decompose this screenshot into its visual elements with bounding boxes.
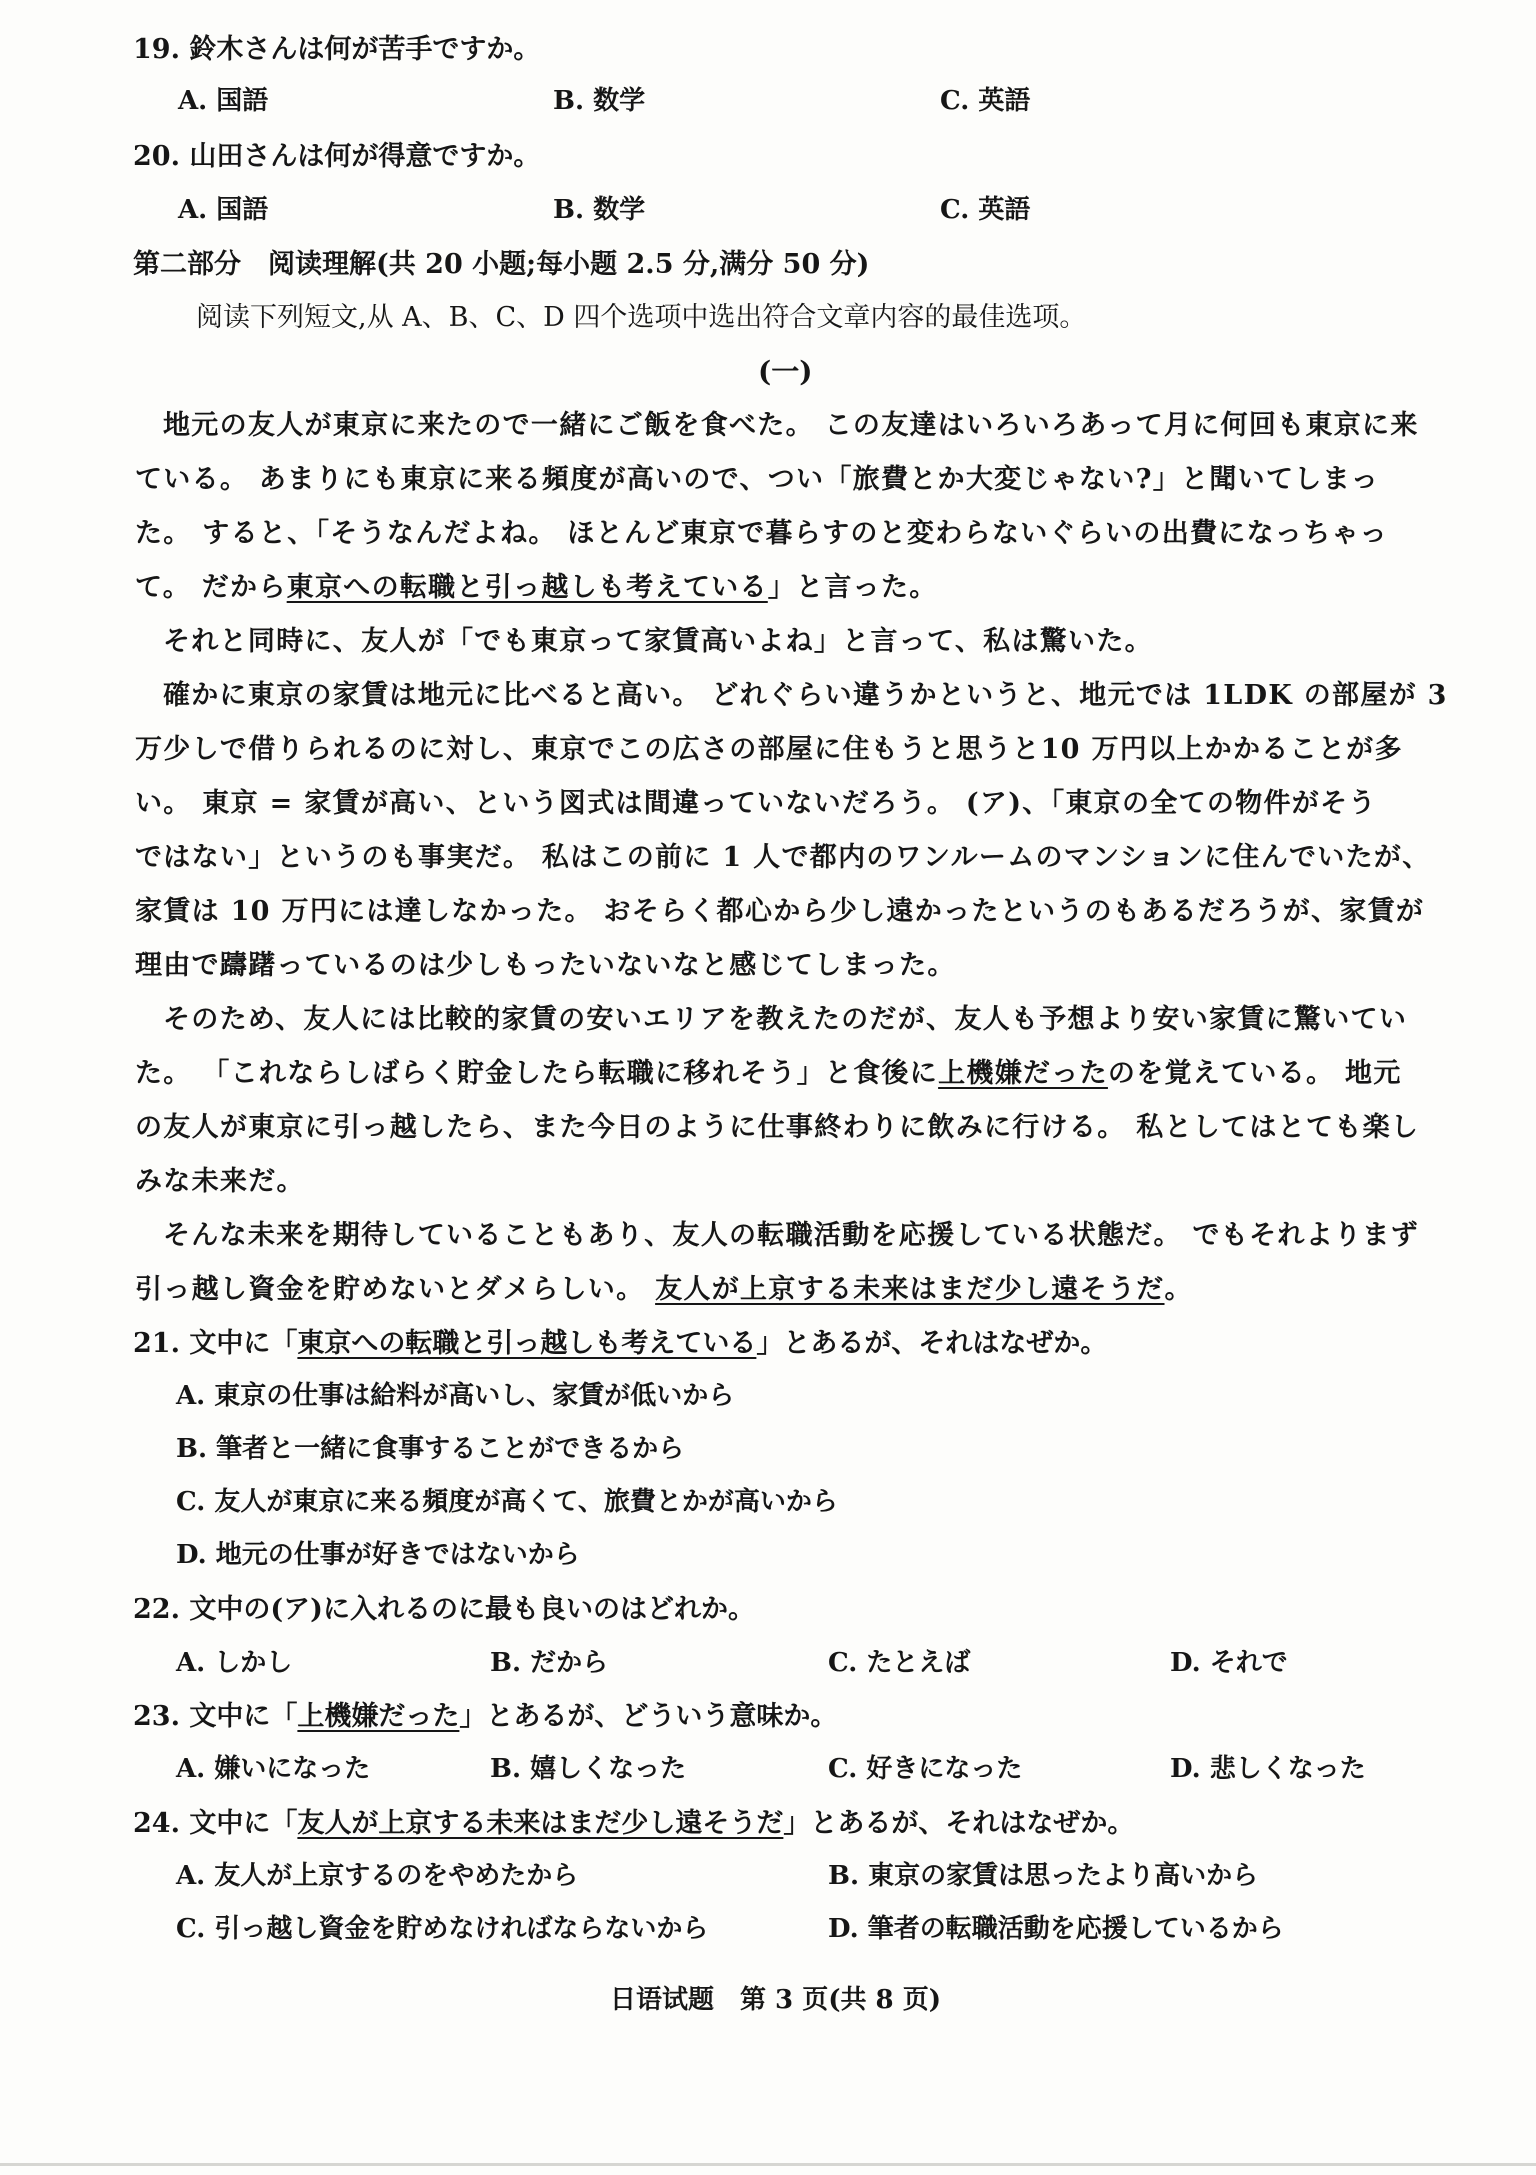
passage-line: い。 東京 = 家賃が高い、という図式は間違っていないだろう。 (ア)、「東京の全ての物件がそう: [135, 788, 1377, 819]
q21-option-b: B. 筆者と一緒に食事することができるから: [176, 1434, 685, 1464]
question-number: 19.: [133, 34, 180, 65]
passage-line: た。 すると、「そうなんだよね。 ほとんど東京で暮らすのと変わらないぐらいの出費になっちゃっ: [135, 518, 1389, 549]
passage-text: て。 だから: [135, 572, 287, 603]
passage-line: そんな未来を期待していることもあり、友人の転職活動を応援している状態だ。 でもそれよりまず: [163, 1220, 1419, 1251]
question-21: [133, 1330, 1107, 1357]
q19-option-c: C. 英語: [940, 86, 1031, 116]
question-text: 山田さんは何が得意ですか。: [189, 141, 541, 172]
passage-text: 」と言った。: [767, 572, 938, 603]
underlined-phrase: 友人が上京する未来はまだ少し遠そうだ: [655, 1274, 1165, 1305]
question-number: 20.: [133, 141, 180, 172]
question-23: [133, 1703, 837, 1730]
q23-option-c: C. 好きになった: [828, 1754, 1023, 1784]
q24-option-b: B. 東京の家賃は思ったより高いから: [828, 1861, 1259, 1891]
passage-text: 引っ越し資金を貯めないとダメらしい。: [135, 1274, 656, 1305]
underlined-phrase: 東京への転職と引っ越しも考えている: [286, 572, 768, 603]
passage-line: [135, 1060, 1402, 1087]
q20-option-c: C. 英語: [940, 195, 1031, 225]
q22-option-a: A. しかし: [176, 1648, 293, 1678]
passage-line: [135, 1276, 1193, 1303]
passage-line: ている。 あまりにも東京に来る頻度が高いので、つい「旅費とか大変じゃない?」と聞いてしまっ: [135, 464, 1380, 495]
q21-option-c: C. 友人が東京に来る頻度が高くて、旅費とかが高いから: [176, 1487, 838, 1517]
question-number: 21.: [133, 1328, 180, 1359]
passage-line: 地元の友人が東京に来たので一緒にご飯を食べた。 この友達はいろいろあって月に何回も東京に来: [163, 410, 1419, 441]
question-19: [133, 36, 540, 63]
q21-option-a: A. 東京の仕事は給料が高いし、家賃が低いから: [176, 1381, 735, 1411]
q22-option-b: B. だから: [490, 1648, 609, 1678]
quoted-phrase: 友人が上京する未来はまだ少し遠そうだ: [297, 1808, 784, 1839]
underlined-phrase: 上機嫌だった: [938, 1058, 1108, 1089]
passage-line: 家賃は 10 万円には達しなかった。 おそらく都心から少し遠かったというのもあるだろうが、家賃が: [135, 896, 1425, 927]
question-text: 文中に「: [189, 1808, 298, 1839]
q23-option-d: D. 悲しくなった: [1170, 1754, 1366, 1784]
question-text: 」とあるが、どういう意味か。: [459, 1701, 838, 1732]
q22-option-c: C. たとえば: [828, 1648, 971, 1678]
q23-option-b: B. 嬉しくなった: [490, 1754, 687, 1784]
passage-text: 。: [1164, 1274, 1193, 1305]
q19-option-a: A. 国語: [178, 86, 269, 116]
page-footer: 日语试题 第 3 页(共 8 页): [610, 1985, 941, 2015]
scan-edge-divider: [0, 2163, 1536, 2166]
passage-title: (一): [758, 355, 813, 388]
passage-line: そのため、友人には比較的家賃の安いエリアを教えたのだが、友人も予想より安い家賃に驚いてい: [163, 1004, 1408, 1035]
quoted-phrase: 東京への転職と引っ越しも考えている: [297, 1328, 757, 1359]
q20-option-a: A. 国語: [178, 195, 269, 225]
question-number: 24.: [133, 1808, 180, 1839]
q23-option-a: A. 嫌いになった: [176, 1754, 371, 1784]
passage-text: のを覚えている。 地元: [1107, 1058, 1402, 1089]
question-number: 22.: [133, 1594, 180, 1625]
quoted-phrase: 上機嫌だった: [297, 1701, 460, 1732]
q20-option-b: B. 数学: [553, 195, 646, 225]
question-text: 鈴木さんは何が苦手ですか。: [189, 34, 541, 65]
q24-option-d: D. 筆者の転職活動を応援しているから: [828, 1914, 1284, 1944]
q22-option-d: D. それで: [1170, 1648, 1288, 1678]
question-text: 」とあるが、それはなぜか。: [783, 1808, 1135, 1839]
q21-option-d: D. 地元の仕事が好きではないから: [176, 1540, 580, 1570]
question-22: [133, 1596, 755, 1623]
passage-line: みな未来だ。: [135, 1166, 305, 1197]
question-text: 文中に「: [189, 1701, 298, 1732]
question-24: [133, 1810, 1134, 1837]
passage-line: 万少しで借りられるのに対し、東京でこの広さの部屋に住もうと思うと10 万円以上かかることが多: [135, 734, 1403, 765]
passage-line: 理由で躊躇っているのは少しもったいないなと感じてしまった。: [135, 950, 956, 981]
question-number: 23.: [133, 1701, 180, 1732]
question-20: [133, 143, 540, 170]
q24-option-c: C. 引っ越し資金を貯めなければならないから: [176, 1914, 709, 1944]
passage-line: [135, 574, 938, 601]
question-text: 文中に「: [189, 1328, 298, 1359]
passage-line: それと同時に、友人が「でも東京って家賃高いよね」と言って、私は驚いた。: [163, 626, 1153, 657]
passage-line: の友人が東京に引っ越したら、また今日のように仕事終わりに飲みに行ける。 私としてはとても楽し: [135, 1112, 1420, 1143]
section-heading: 第二部分 阅读理解(共 20 小题;每小题 2.5 分,满分 50 分): [133, 249, 870, 280]
passage-line: ではない」というのも事実だ。 私はこの前に 1 人で都内のワンルームのマンションに住んでいたが、: [135, 842, 1431, 873]
passage-line: 確かに東京の家賃は地元に比べると高い。 どれぐらい違うかというと、地元では 1LDK の部屋が 3: [163, 680, 1448, 711]
question-text: 」とあるが、それはなぜか。: [756, 1328, 1108, 1359]
q24-option-a: A. 友人が上京するのをやめたから: [176, 1861, 579, 1891]
passage-text: た。 「これならしばらく貯金したら転職に移れそう」と食後に: [135, 1058, 939, 1089]
question-text: 文中の(ア)に入れるのに最も良いのはどれか。: [189, 1594, 755, 1625]
q19-option-b: B. 数学: [553, 86, 646, 116]
section-instruction: 阅读下列短文,从 A、B、C、D 四个选项中选出符合文章内容的最佳选项。: [196, 302, 1087, 333]
